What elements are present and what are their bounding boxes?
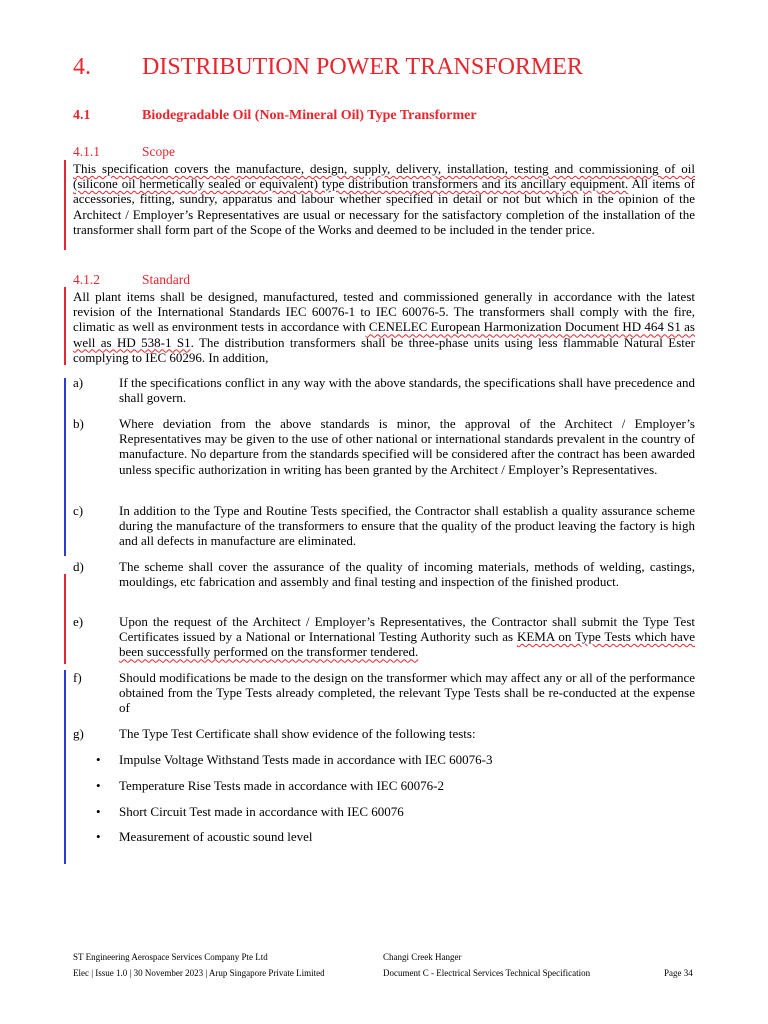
standard-paragraph bbox=[73, 289, 695, 365]
bullet-text: Impulse Voltage Withstand Tests made in accordance with IEC 60076-3 bbox=[119, 752, 493, 767]
list-item-label: b) bbox=[73, 416, 84, 431]
list-item-underlined-text: KEMA on Type Tests which have been successfully performed on the transformer tendered. bbox=[119, 629, 695, 660]
list-item bbox=[73, 375, 695, 405]
revision-bar bbox=[64, 160, 66, 250]
subsection-number: 4.1 bbox=[73, 108, 91, 123]
bullet-icon: • bbox=[96, 778, 101, 793]
section-number: 4. bbox=[73, 54, 91, 80]
list-item-text: Where deviation from the above standards is minor, the approval of the Architect / Employer’s Representatives may be given to the use of other national or international standards prevalent in the country of manufacture. No departure from the standards specified will be considered after the contract has been awarded unless specific authorization in writing has been granted by the Architect / Employer’s Representatives. bbox=[119, 416, 695, 477]
bullet-item bbox=[96, 778, 696, 793]
scope-paragraph bbox=[73, 161, 695, 237]
list-item bbox=[73, 670, 695, 716]
bullet-item bbox=[96, 752, 696, 767]
list-item bbox=[73, 726, 695, 741]
list-item-label: a) bbox=[73, 375, 84, 390]
list-item bbox=[73, 416, 695, 477]
list-item bbox=[73, 559, 695, 589]
list-item bbox=[73, 614, 695, 660]
list-item-text: The scheme shall cover the assurance of the quality of incoming materials, methods of welding, castings, mouldings, etc fabrication and assembly and final testing and inspection of the finished product. bbox=[119, 559, 695, 590]
list-item-label: c) bbox=[73, 503, 84, 518]
list-item bbox=[73, 503, 695, 549]
bullet-item bbox=[96, 804, 696, 819]
subsection-heading bbox=[73, 107, 477, 125]
bullet-item bbox=[96, 829, 696, 844]
list-item-text: Should modifications be made to the design on the transformer which may affect any or all of the performance obtained from the Type Tests already completed, the relevant Type Tests shall be re-conducted at the expense of bbox=[119, 670, 695, 716]
scope-text: All items of accessories, fitting, sundry, apparatus and labour whether specified in detail or not but which in the opinion of the Architect / Employer’s Representatives are usual or necessary for the satisfactory completion of the installation of the transformer shall form part of the Scope of the Works and deemed to be included in the tender price. bbox=[73, 176, 696, 237]
revision-bar bbox=[64, 670, 66, 864]
scope-heading bbox=[73, 143, 175, 160]
standard-number: 4.1.2 bbox=[73, 272, 100, 287]
bullet-text: Short Circuit Test made in accordance with IEC 60076 bbox=[119, 804, 404, 819]
standard-text-2: . The distribution transformers shall be three-phase units using less flammable Natural Ester complying to IEC 60296. In addition, bbox=[73, 334, 695, 365]
list-item-text: If the specifications conflict in any way with the above standards, the specifications shall have precedence and shall govern. bbox=[119, 375, 695, 406]
list-item-text bbox=[119, 614, 695, 660]
footer-project: Changi Creek Hanger bbox=[383, 952, 462, 962]
footer-company: ST Engineering Aerospace Services Company Pte Ltd bbox=[73, 952, 268, 962]
footer-issue: Elec | Issue 1.0 | 30 November 2023 | Arup Singapore Private Limited bbox=[73, 968, 325, 978]
subsection-title: Biodegradable Oil (Non-Mineral Oil) Type Transformer bbox=[142, 108, 477, 123]
list-item-text-plain: Upon the request of the Architect / Employer’s Representatives, the Contractor shall submit the Type Test Certificates issued by a National or International Testing Authority such as bbox=[119, 614, 695, 645]
revision-bar bbox=[64, 378, 66, 556]
list-item-text: In addition to the Type and Routine Tests specified, the Contractor shall establish a quality assurance scheme during the manufacture of the transformers to ensure that the quality of the product leaving the factory is high and all defects in manufacture are eliminated. bbox=[119, 503, 695, 549]
bullet-text: Measurement of acoustic sound level bbox=[119, 829, 313, 844]
footer-page-number: Page 34 bbox=[664, 968, 693, 978]
scope-underlined-text: This specification covers the manufacture, design, supply, delivery, installation, testing and commissioning of oil (silicone oil hermetically sealed or equivalent) type distribution transformers and its ancillary equipment. bbox=[73, 161, 695, 192]
footer-document: Document C - Electrical Services Technical Specification bbox=[383, 968, 591, 978]
revision-bar bbox=[64, 574, 66, 664]
bullet-icon: • bbox=[96, 829, 101, 844]
scope-number: 4.1.1 bbox=[73, 144, 100, 159]
standard-heading bbox=[73, 271, 190, 288]
bullet-icon: • bbox=[96, 752, 101, 767]
standard-title: Standard bbox=[142, 272, 190, 287]
list-item-label: d) bbox=[73, 559, 84, 574]
list-item-label: g) bbox=[73, 726, 84, 741]
standard-text-1: All plant items shall be designed, manufactured, tested and commissioned generally in accordance with the latest revision of the International Standards IEC 60076-1 to IEC 60076-5. The transformers shall comply with the fire, climatic as well as environment tests in accordance with bbox=[73, 289, 695, 335]
standard-underlined-text: CENELEC European Harmonization Document HD 464 S1 as well as HD 538-1 S1 bbox=[73, 319, 695, 350]
bullet-icon: • bbox=[96, 804, 101, 819]
revision-bar bbox=[64, 287, 66, 365]
scope-title: Scope bbox=[142, 144, 175, 159]
section-title: DISTRIBUTION POWER TRANSFORMER bbox=[142, 54, 583, 80]
list-item-label: e) bbox=[73, 614, 84, 629]
bullet-text: Temperature Rise Tests made in accordance with IEC 60076-2 bbox=[119, 778, 444, 793]
list-item-text: The Type Test Certificate shall show evidence of the following tests: bbox=[119, 726, 476, 741]
list-item-label: f) bbox=[73, 670, 82, 685]
section-heading bbox=[73, 52, 713, 82]
